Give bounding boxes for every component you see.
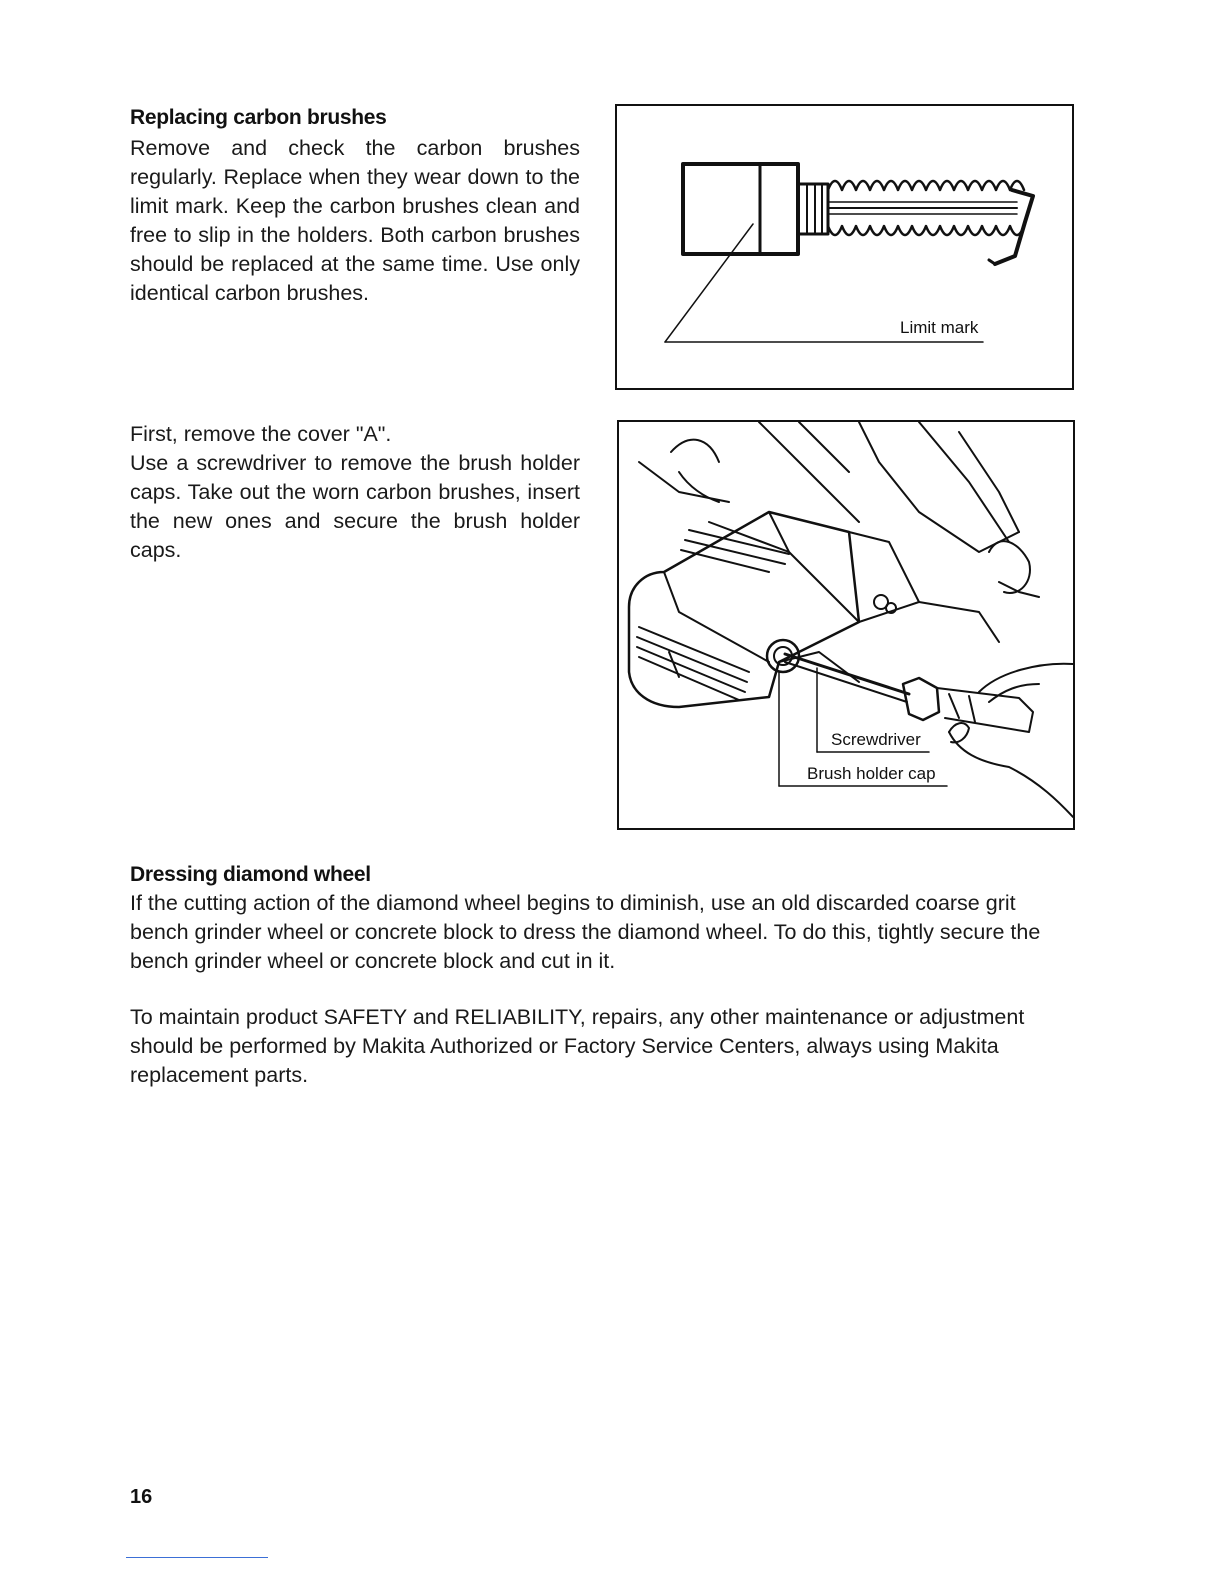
section-title-dressing-diamond-wheel: Dressing diamond wheel <box>130 863 371 886</box>
brush-holder-cap-label: Brush holder cap <box>807 764 936 783</box>
carbon-brush-figure <box>615 104 1074 390</box>
section-title-carbon-brushes: Replacing carbon brushes <box>130 106 387 129</box>
safety-maintenance-paragraph: To maintain product SAFETY and RELIABILITY, repairs, any other maintenance or adjustment should be performed by Makita Authorized or Factory Service Centers, always using Makita replacement parts. <box>130 1005 1025 1087</box>
remove-cover-line: First, remove the cover "A". <box>130 422 392 446</box>
carbon-brush-illustration <box>617 106 1072 388</box>
footer-rule <box>126 1557 268 1558</box>
brush-holder-caps-paragraph: Use a screwdriver to remove the brush holder caps. Take out the worn carbon brushes, insert the new ones and secure the brush holder caps. <box>130 451 580 562</box>
dressing-diamond-wheel-paragraph: If the cutting action of the diamond wheel begins to diminish, use an old discarded coarse grit bench grinder wheel or concrete block to dress the diamond wheel. To do this, tightly secure the bench grinder wheel or concrete block and cut in it. <box>130 891 1041 973</box>
screwdriver-label: Screwdriver <box>831 730 921 749</box>
page-number: 16 <box>130 1486 153 1508</box>
carbon-brushes-paragraph: Remove and check the carbon brushes regularly. Replace when they wear down to the limit mark. Keep the carbon brushes clean and free to slip in the holders. Both carbon brushes should be replaced at the same time. Use only identical carbon brushes. <box>130 136 580 305</box>
screwdriver-figure <box>617 420 1075 830</box>
limit-mark-label: Limit mark <box>900 318 979 337</box>
